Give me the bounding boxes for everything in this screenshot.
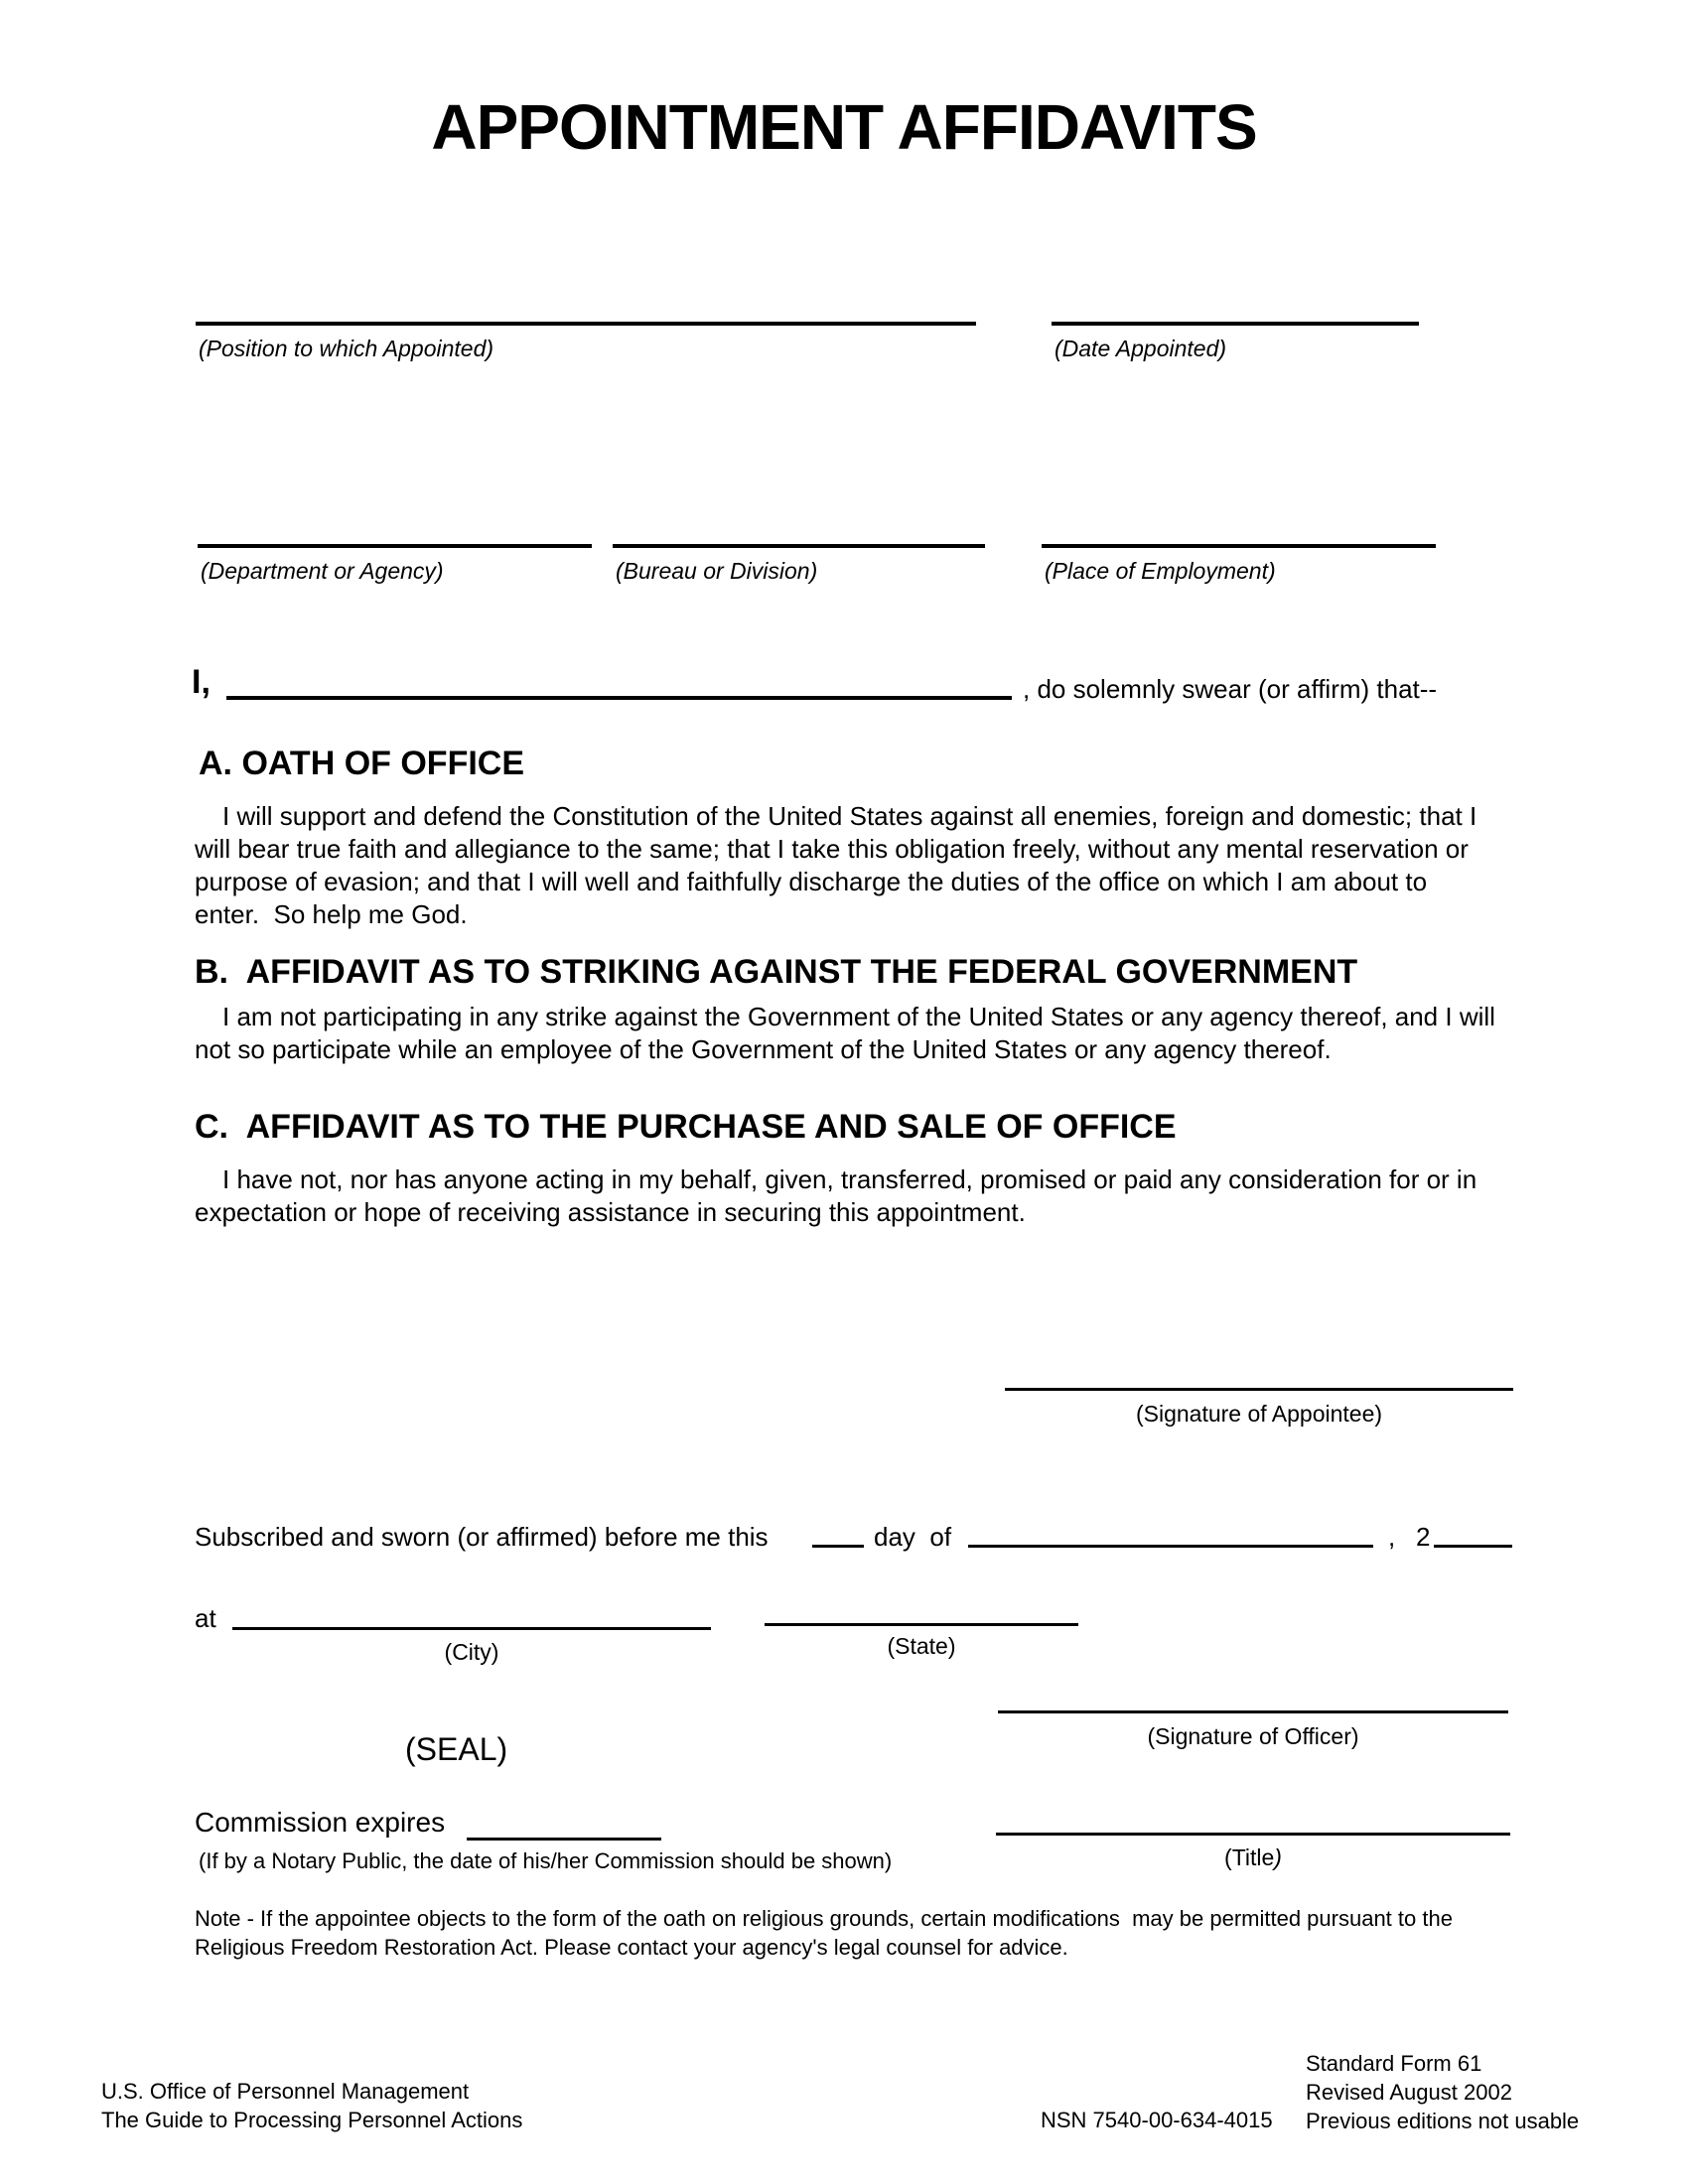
position-field-label: (Position to which Appointed) — [199, 336, 494, 361]
officer-signature-label: (Signature of Officer) — [1147, 1723, 1359, 1749]
year-field-line[interactable] — [1434, 1545, 1512, 1548]
striking-affidavit-body: I am not participating in any strike against the Government of the United States or any agency thereof, and I will not so participate while an employee of the Government of the United States or any agency thereof. — [195, 1002, 1503, 1064]
at-label: at — [195, 1603, 216, 1633]
oath-of-office-body: I will support and defend the Constitution of the United States against all enemies, foreign and domestic; that I will bear true faith and allegiance to the same; that I take this obligation freely, without any mental reservation or purpose of evasion; and that I will well and faithfully discharge the duties of the office on which I am about to enter. So help me God. — [195, 801, 1484, 929]
department-field-line[interactable] — [198, 544, 592, 548]
purchase-sale-body: I have not, nor has anyone acting in my behalf, given, transferred, promised or paid any consideration for or in expectation or hope of receiving assistance in securing this appointment. — [195, 1164, 1484, 1227]
officer-title-label-text: (Title — [1224, 1844, 1275, 1870]
footer-org-line2: The Guide to Processing Personnel Actions — [101, 2108, 523, 2132]
officer-title-label — [996, 1846, 1510, 1869]
state-field-line[interactable] — [765, 1623, 1078, 1626]
subscribed-comma: , — [1388, 1522, 1396, 1552]
striking-affidavit-heading: B. AFFIDAVIT AS TO STRIKING AGAINST THE FEDERAL GOVERNMENT — [195, 953, 1358, 991]
oath-of-office-heading: A. OATH OF OFFICE — [199, 745, 525, 782]
officer-title-label-suffix: ) — [1274, 1844, 1282, 1870]
religious-note: Note - If the appointee objects to the form of the oath on religious grounds, certain modifications may be permitted pursuant to the Religious Freedom Restoration Act. Please contact your agency's legal counsel for advice. — [195, 1906, 1460, 1960]
city-field-line[interactable] — [232, 1627, 711, 1630]
day-of-text: day of — [874, 1522, 952, 1552]
place-of-employment-field-label: (Place of Employment) — [1045, 558, 1276, 584]
purchase-sale-heading: C. AFFIDAVIT AS TO THE PURCHASE AND SALE OF OFFICE — [195, 1108, 1177, 1146]
appointee-signature-label: (Signature of Appointee) — [1135, 1401, 1383, 1427]
bureau-field-line[interactable] — [613, 544, 985, 548]
form-title: APPOINTMENT AFFIDAVITS — [431, 91, 1257, 163]
appointee-signature-line[interactable] — [1005, 1388, 1513, 1391]
commission-expires-label: Commission expires — [195, 1807, 446, 1838]
bureau-field-label: (Bureau or Division) — [616, 558, 818, 584]
footer-usability: Previous editions not usable — [1306, 2109, 1580, 2133]
footer-nsn: NSN 7540-00-634-4015 — [1041, 2108, 1273, 2132]
footer-form-number: Standard Form 61 — [1306, 2051, 1482, 2076]
appointee-name-line[interactable] — [226, 696, 1012, 700]
oath-pronoun: I, — [192, 663, 211, 701]
seal-label: (SEAL) — [405, 1731, 508, 1767]
date-appointed-field-line[interactable] — [1052, 322, 1419, 326]
footer-revision: Revised August 2002 — [1306, 2080, 1512, 2105]
department-field-label: (Department or Agency) — [201, 558, 444, 584]
footer-org-line1: U.S. Office of Personnel Management — [101, 2079, 470, 2104]
officer-signature-line[interactable] — [998, 1710, 1508, 1713]
footer-org-block — [101, 2077, 522, 2134]
notary-hint: (If by a Notary Public, the date of his/her Commission should be shown) — [199, 1848, 893, 1873]
month-field-line[interactable] — [968, 1545, 1373, 1548]
state-field-label: (State) — [887, 1633, 956, 1659]
place-of-employment-field-line[interactable] — [1042, 544, 1436, 548]
oath-clause: , do solemnly swear (or affirm) that-- — [1023, 674, 1438, 704]
officer-title-line[interactable] — [996, 1833, 1510, 1836]
city-field-label: (City) — [444, 1639, 499, 1665]
day-field-line[interactable] — [812, 1545, 864, 1548]
year-century-text: 2 — [1416, 1522, 1431, 1552]
subscribed-lead-text: Subscribed and sworn (or affirmed) before me this — [195, 1522, 769, 1552]
commission-date-line[interactable] — [467, 1838, 661, 1841]
footer-form-block — [1306, 2049, 1579, 2135]
position-field-line[interactable] — [196, 322, 976, 326]
date-appointed-field-label: (Date Appointed) — [1055, 336, 1227, 361]
